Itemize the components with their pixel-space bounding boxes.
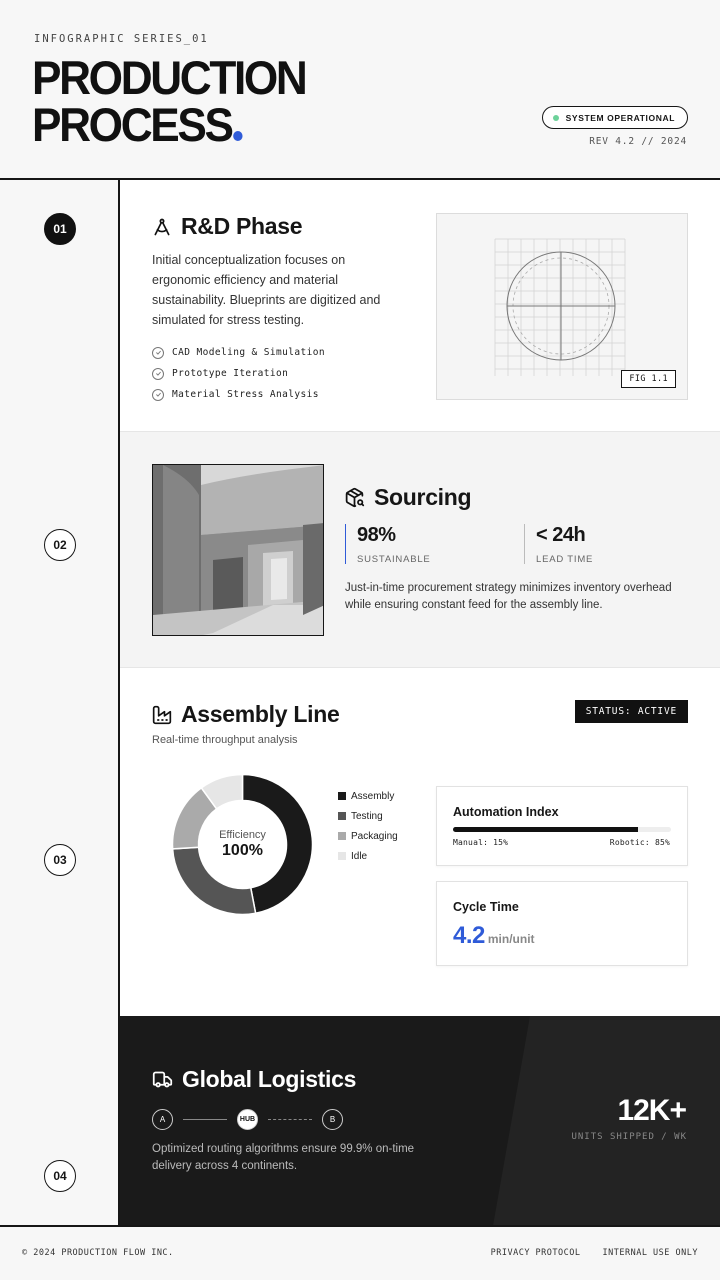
cycle-time-card xyxy=(436,881,688,966)
assembly-title: Assembly Line xyxy=(181,701,340,727)
checklist-item-label: CAD Modeling & Simulation xyxy=(172,347,325,358)
step-rail xyxy=(0,180,120,1225)
legend-swatch xyxy=(338,832,346,840)
assembly-subtitle: Real-time throughput analysis xyxy=(152,734,298,746)
logistics-heading xyxy=(152,1066,356,1093)
donut-center-label: Efficiency xyxy=(219,829,266,841)
section-rnd xyxy=(120,180,720,432)
title-line-1: PRODUCTION xyxy=(32,51,306,104)
internal-use-link[interactable]: INTERNAL USE ONLY xyxy=(602,1248,698,1258)
route-diagram xyxy=(152,1109,343,1130)
manual-label: Manual: 15% xyxy=(453,838,509,847)
cycle-value-row xyxy=(453,922,535,950)
cycle-title: Cycle Time xyxy=(453,900,519,914)
legend-item-assembly xyxy=(338,786,398,806)
automation-title: Automation Index xyxy=(453,805,559,819)
metric-sustainable xyxy=(345,524,431,564)
legend-swatch xyxy=(338,812,346,820)
units-shipped-label: UNITS SHIPPED / WK xyxy=(571,1132,687,1142)
donut-legend xyxy=(338,786,398,866)
route-node-b: B xyxy=(322,1109,343,1130)
metric-value: < 24h xyxy=(536,524,586,546)
system-status-pill xyxy=(542,106,688,129)
rnd-checklist xyxy=(152,342,325,405)
status-badge: STATUS: ACTIVE xyxy=(575,700,688,723)
title-line-2: PROCESS xyxy=(32,98,232,151)
blueprint-figure xyxy=(436,213,688,400)
metric-label: LEAD TIME xyxy=(536,554,594,565)
cycle-unit: min/unit xyxy=(487,932,535,946)
sourcing-description: Just-in-time procurement strategy minimizes inventory overhead while ensuring constant feed for the assembly line. xyxy=(345,582,672,611)
legend-label: Packaging xyxy=(351,830,398,842)
legend-swatch xyxy=(338,852,346,860)
section-logistics xyxy=(120,1016,720,1225)
legend-label: Assembly xyxy=(351,790,395,802)
assembly-heading xyxy=(152,701,339,728)
check-circle-icon xyxy=(152,347,164,359)
donut-center-value: 100% xyxy=(222,842,263,859)
section-sourcing xyxy=(120,432,720,668)
route-line-dashed xyxy=(268,1119,312,1120)
metric-label: SUSTAINABLE xyxy=(357,554,431,565)
copyright: © 2024 PRODUCTION FLOW INC. xyxy=(22,1248,174,1258)
status-led-icon xyxy=(553,115,559,121)
rnd-title: R&D Phase xyxy=(181,213,303,239)
legend-label: Idle xyxy=(351,850,368,862)
privacy-protocol-link[interactable]: PRIVACY PROTOCOL xyxy=(490,1248,581,1258)
automation-index-card xyxy=(436,786,688,866)
concrete-corridor-image xyxy=(153,465,324,636)
checklist-item-label: Material Stress Analysis xyxy=(172,389,319,400)
check-circle-icon xyxy=(152,368,164,380)
compass-icon xyxy=(152,217,172,237)
system-status-label: SYSTEM OPERATIONAL xyxy=(565,112,675,123)
revision-label: REV 4.2 // 2024 xyxy=(589,136,687,147)
checklist-item xyxy=(152,363,325,384)
cycle-value: 4.2 xyxy=(453,922,485,949)
truck-icon xyxy=(152,1069,173,1090)
logistics-description: Optimized routing algorithms ensure 99.9% on-time delivery across 4 continents. xyxy=(152,1143,415,1172)
check-circle-icon xyxy=(152,389,164,401)
architecture-photo xyxy=(152,464,324,636)
checklist-item xyxy=(152,342,325,363)
factory-icon xyxy=(152,705,172,725)
rnd-heading xyxy=(152,213,302,240)
metric-lead-time xyxy=(524,524,593,564)
metric-value: 98% xyxy=(357,524,396,546)
route-node-a: A xyxy=(152,1109,173,1130)
figure-label: FIG 1.1 xyxy=(621,370,676,388)
legend-swatch xyxy=(338,792,346,800)
rnd-description: Initial conceptualization focuses on ergonomic efficiency and material sustainability. Blueprints are digitized and simulated for stress testing. xyxy=(152,253,381,327)
units-shipped-value: 12K+ xyxy=(617,1094,686,1127)
step-marker-01[interactable]: 01 xyxy=(44,213,76,245)
legend-label: Testing xyxy=(351,810,383,822)
step-marker-03[interactable]: 03 xyxy=(44,844,76,876)
step-marker-04[interactable]: 04 xyxy=(44,1160,76,1192)
section-assembly xyxy=(120,668,720,1016)
legend-item-testing xyxy=(338,806,398,826)
accent-dot xyxy=(233,131,242,141)
sourcing-heading xyxy=(344,484,471,511)
checklist-item-label: Prototype Iteration xyxy=(172,368,289,379)
footer-links xyxy=(491,1248,698,1258)
page-title xyxy=(32,51,306,151)
series-label: INFOGRAPHIC SERIES_01 xyxy=(34,33,209,45)
legend-item-packaging xyxy=(338,826,398,846)
robotic-label: Robotic: 85% xyxy=(609,838,670,847)
step-marker-02[interactable]: 02 xyxy=(44,529,76,561)
page-header xyxy=(0,0,720,180)
legend-item-idle xyxy=(338,846,398,866)
package-search-icon xyxy=(344,487,365,508)
logistics-title: Global Logistics xyxy=(182,1066,357,1092)
sourcing-title: Sourcing xyxy=(374,484,472,510)
donut-center xyxy=(170,772,315,917)
route-node-hub: HUB xyxy=(237,1109,258,1130)
checklist-item xyxy=(152,384,325,405)
page-footer xyxy=(0,1225,720,1280)
route-line xyxy=(183,1119,227,1120)
automation-progress-bar xyxy=(453,827,671,832)
automation-progress-fill xyxy=(453,827,638,832)
